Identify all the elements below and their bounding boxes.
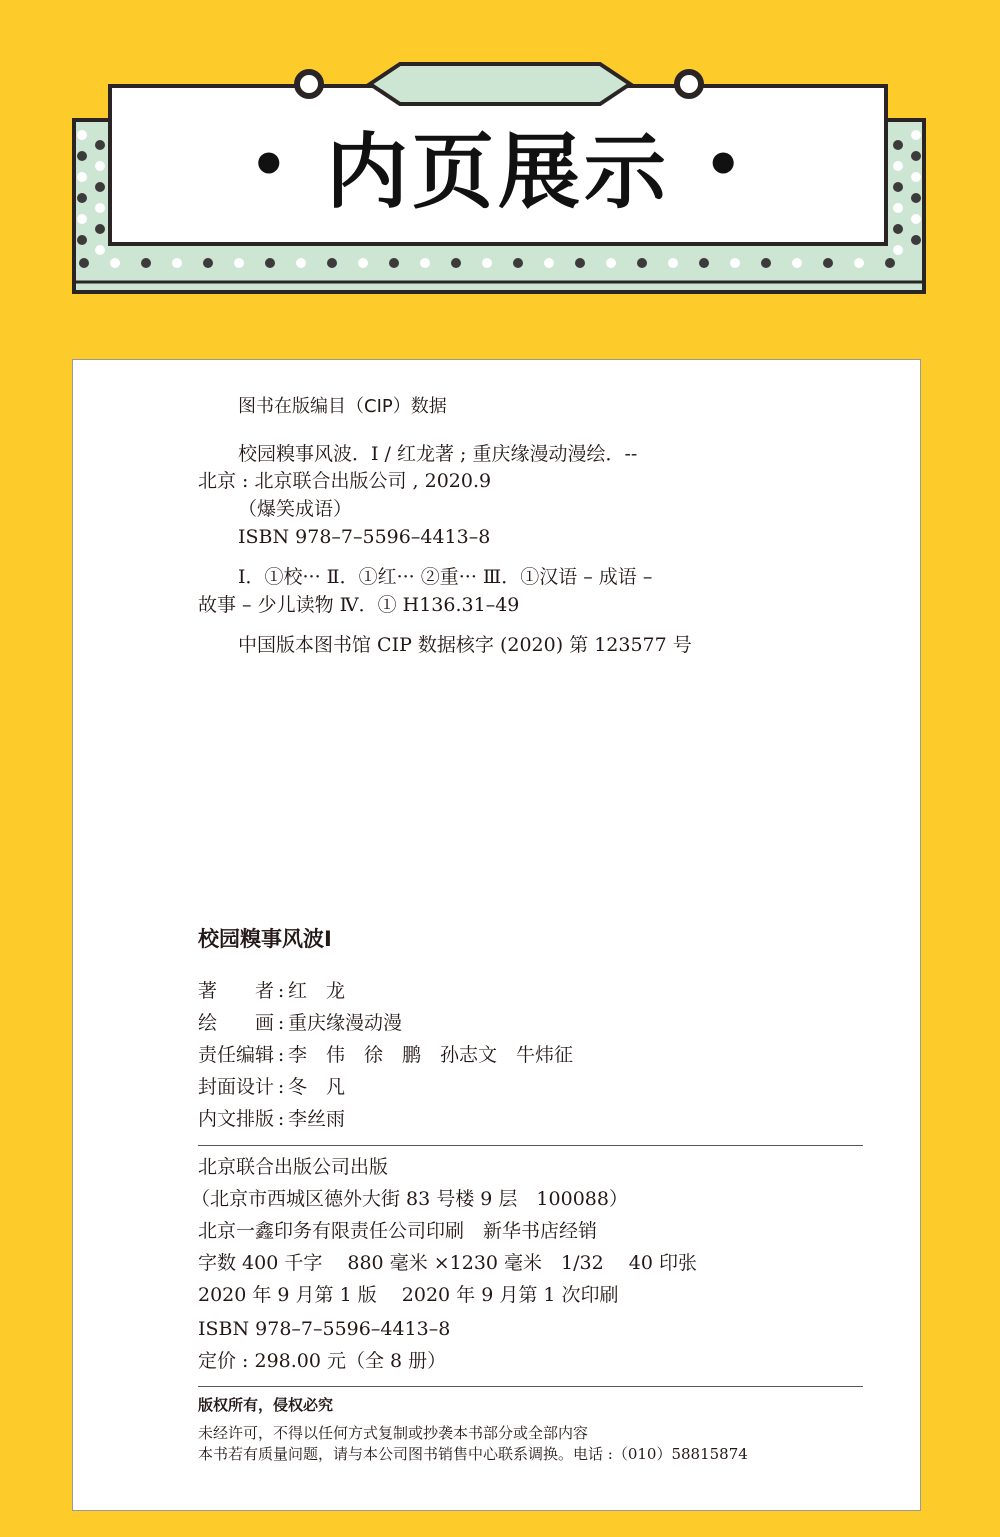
pattern-dot	[95, 203, 105, 213]
rights-heading: 版权所有，侵权必究	[198, 1396, 334, 1414]
pattern-dot	[893, 245, 903, 255]
publish-line: （北京市西城区德外大街 83 号楼 9 层 100088）	[191, 1188, 628, 1210]
notice-line-1: 未经许可，不得以任何方式复制或抄袭本书部分或全部内容	[198, 1424, 589, 1442]
cip-line-5: Ⅰ．①校··· Ⅱ．①红··· ②重··· Ⅲ．①汉语 – 成语 –	[238, 566, 653, 588]
cip-line-1: 校园糗事风波．Ⅰ / 红龙著 ; 重庆缘漫动漫绘．--	[238, 443, 638, 465]
title-dot-right: •	[704, 130, 747, 200]
pattern-dot	[451, 258, 461, 268]
price-line: 定价 : 298.00 元（全 8 册）	[198, 1350, 447, 1372]
credit-colon: :	[277, 1044, 285, 1066]
cip-line-6: 故事 – 少儿读物 Ⅳ．① H136.31–49	[198, 594, 520, 616]
pattern-dot	[95, 182, 105, 192]
publish-line: 字数 400 千字 880 毫米 ×1230 毫米 1/32 40 印张	[198, 1252, 697, 1274]
pattern-dot	[79, 258, 89, 268]
pattern-dot	[637, 258, 647, 268]
pattern-dot	[203, 258, 213, 268]
credit-colon: :	[277, 1076, 285, 1098]
publish-line: 2020 年 9 月第 1 版 2020 年 9 月第 1 次印刷	[198, 1284, 619, 1306]
cip-line-7: 中国版本图书馆 CIP 数据核字 (2020) 第 123577 号	[238, 634, 692, 656]
pattern-dot	[911, 193, 921, 203]
pattern-dot	[893, 140, 903, 150]
title-dot-left: •	[249, 130, 292, 200]
publish-line: ISBN 978–7–5596–4413–8	[198, 1318, 451, 1340]
credit-colon: :	[277, 1012, 285, 1034]
pattern-dot	[95, 224, 105, 234]
divider-2	[198, 1386, 863, 1387]
notice-line-2: 本书若有质量问题，请与本公司图书销售中心联系调换。电话 :（010）58815874	[198, 1445, 748, 1463]
pattern-dot	[911, 151, 921, 161]
pattern-dot	[885, 258, 895, 268]
credit-label: 内文排版	[198, 1108, 275, 1130]
pattern-dot	[95, 140, 105, 150]
pattern-dot	[893, 224, 903, 234]
credit-colon: :	[277, 980, 285, 1002]
pattern-dot	[761, 258, 771, 268]
credit-author	[198, 978, 345, 1004]
pattern-dot	[420, 258, 430, 268]
pattern-dot	[95, 245, 105, 255]
cip-line-3: （爆笑成语）	[238, 498, 353, 520]
pattern-dot	[77, 172, 87, 182]
pattern-dot	[265, 258, 275, 268]
banner-title	[110, 86, 886, 244]
pattern-dot	[911, 235, 921, 245]
credit-illustrator	[198, 1010, 402, 1036]
pattern-dot	[77, 151, 87, 161]
credit-value: 李丝雨	[288, 1108, 346, 1130]
banner	[0, 0, 1000, 320]
pattern-dot	[77, 214, 87, 224]
pattern-dot	[544, 258, 554, 268]
credit-label: 责任编辑	[198, 1044, 275, 1066]
pattern-dot	[513, 258, 523, 268]
pattern-dot	[234, 258, 244, 268]
cip-line-4: ISBN 978–7–5596–4413–8	[238, 526, 491, 548]
credit-layout	[198, 1106, 345, 1132]
cip-line-2: 北京 : 北京联合出版公司 , 2020.9	[198, 470, 492, 492]
publish-line: 北京一鑫印务有限责任公司印刷 新华书店经销	[198, 1220, 598, 1242]
pattern-dot	[699, 258, 709, 268]
pattern-dot	[854, 258, 864, 268]
pattern-dot	[358, 258, 368, 268]
copyright-page	[72, 359, 921, 1511]
pattern-dot	[893, 182, 903, 192]
credit-colon: :	[277, 1108, 285, 1130]
divider-1	[198, 1145, 863, 1146]
pattern-dot	[668, 258, 678, 268]
pattern-dot	[141, 258, 151, 268]
pattern-dot	[893, 161, 903, 171]
publish-line: 北京联合出版公司出版	[198, 1156, 389, 1178]
credit-editors	[198, 1042, 573, 1068]
credit-label: 著 者	[198, 980, 275, 1002]
pattern-dot	[327, 258, 337, 268]
pattern-dot	[575, 258, 585, 268]
pattern-dot	[911, 172, 921, 182]
pattern-dot	[77, 193, 87, 203]
pattern-dot	[482, 258, 492, 268]
pattern-dot	[77, 130, 87, 140]
pattern-dot	[893, 203, 903, 213]
credit-value: 李 伟 徐 鹏 孙志文 牛炜征	[288, 1044, 574, 1066]
credit-value: 冬 凡	[288, 1076, 346, 1098]
credit-cover-design	[198, 1074, 345, 1100]
credit-label: 绘 画	[198, 1012, 275, 1034]
pattern-dot	[110, 258, 120, 268]
pattern-dot	[95, 161, 105, 171]
pattern-dot	[389, 258, 399, 268]
pattern-dot	[730, 258, 740, 268]
banner-title-text: 内页展示	[325, 124, 670, 220]
credit-value: 红 龙	[288, 980, 346, 1002]
book-title: 校园糗事风波Ⅰ	[198, 927, 332, 951]
pattern-dot	[911, 130, 921, 140]
credit-label: 封面设计	[198, 1076, 275, 1098]
pattern-dot	[823, 258, 833, 268]
credit-value: 重庆缘漫动漫	[288, 1012, 403, 1034]
pattern-dot	[911, 214, 921, 224]
pattern-dot	[792, 258, 802, 268]
pattern-dot	[172, 258, 182, 268]
pattern-dot	[606, 258, 616, 268]
cip-heading: 图书在版编目（CIP）数据	[238, 396, 447, 417]
pattern-dot	[296, 258, 306, 268]
pattern-dot	[77, 235, 87, 245]
